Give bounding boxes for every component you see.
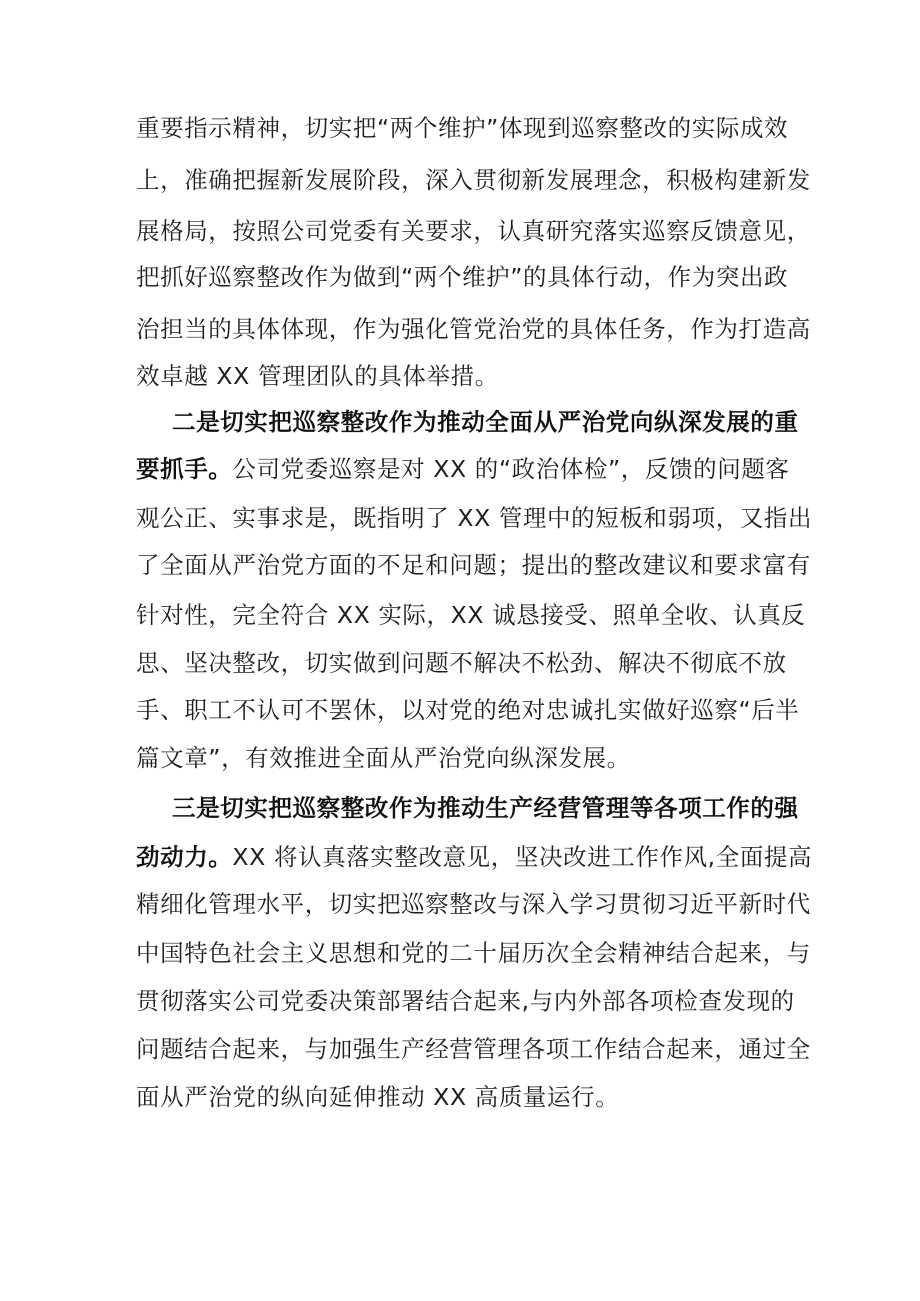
paragraph-1-line-2: 上，准确把握新发展阶段，深入贯彻新发展理念，积极构建新发 xyxy=(136,166,811,194)
paragraph-2-line-7: 手、职工不认可不罢休，以对党的绝对忠诚扎实做好巡察“后半 xyxy=(136,696,800,724)
paragraph-1-line-3: 展格局，按照公司党委有关要求，认真研究落实巡察反馈意见， xyxy=(136,217,811,245)
paragraph-1-line-1: 重要指示精神，切实把“两个维护”体现到巡察整改的实际成效 xyxy=(136,114,789,142)
paragraph-3-heading-line-1: 三是切实把巡察整改作为推动生产经营管理等各项工作的强 xyxy=(172,794,799,822)
paragraph-3-line-4: 中国特色社会主义思想和党的二十届历次全会精神结合起来，与 xyxy=(136,939,811,967)
paragraph-2-line-2 xyxy=(136,454,790,484)
paragraph-2-line-2-rest: 公司党委巡察是对 XX 的“政治体检”，反馈的问题客 xyxy=(232,455,790,483)
paragraph-1-line-4: 把抓好巡察整改作为做到“两个维护”的具体行动，作为突出政 xyxy=(136,263,789,291)
paragraph-2-line-4: 了全面从严治党方面的不足和问题；提出的整改建议和要求富有 xyxy=(136,551,811,579)
paragraph-1-line-6: 效卓越 XX 管理团队的具体举措。 xyxy=(136,362,499,390)
paragraph-3-line-5: 贯彻落实公司党委决策部署结合起来,与内外部各项检查发现的 xyxy=(136,987,795,1015)
paragraph-2-heading-line-1: 二是切实把巡察整改作为推动全面从严治党向纵深发展的重 xyxy=(172,408,799,436)
paragraph-3-line-3: 精细化管理水平，切实把巡察整改与深入学习贯彻习近平新时代 xyxy=(136,890,811,918)
paragraph-2-line-3: 观公正、实事求是，既指明了 XX 管理中的短板和弱项，又指出 xyxy=(136,504,813,532)
paragraph-3-line-6: 问题结合起来，与加强生产经营管理各项工作结合起来，通过全 xyxy=(136,1035,811,1063)
paragraph-2-heading-line-2: 要抓手。 xyxy=(136,455,233,483)
paragraph-3-line-2 xyxy=(136,842,812,872)
paragraph-3-line-2-rest: XX 将认真落实整改意见，坚决改进工作作风,全面提高 xyxy=(232,843,813,871)
paragraph-1-line-5: 治担当的具体体现，作为强化管党治党的具体任务，作为打造高 xyxy=(136,315,811,343)
paragraph-2-line-8: 篇文章”，有效推进全面从严治党向纵深发展。 xyxy=(136,744,631,772)
paragraph-3-line-7: 面从严治党的纵向延伸推动 XX 高质量运行。 xyxy=(136,1083,620,1111)
paragraph-2-line-5: 针对性，完全符合 XX 实际，XX 诚恳接受、照单全收、认真反 xyxy=(136,601,806,629)
paragraph-2-line-6: 思、坚决整改，切实做到问题不解决不松劲、解决不彻底不放 xyxy=(136,649,787,677)
paragraph-3-heading-line-2: 劲动力。 xyxy=(136,843,233,871)
